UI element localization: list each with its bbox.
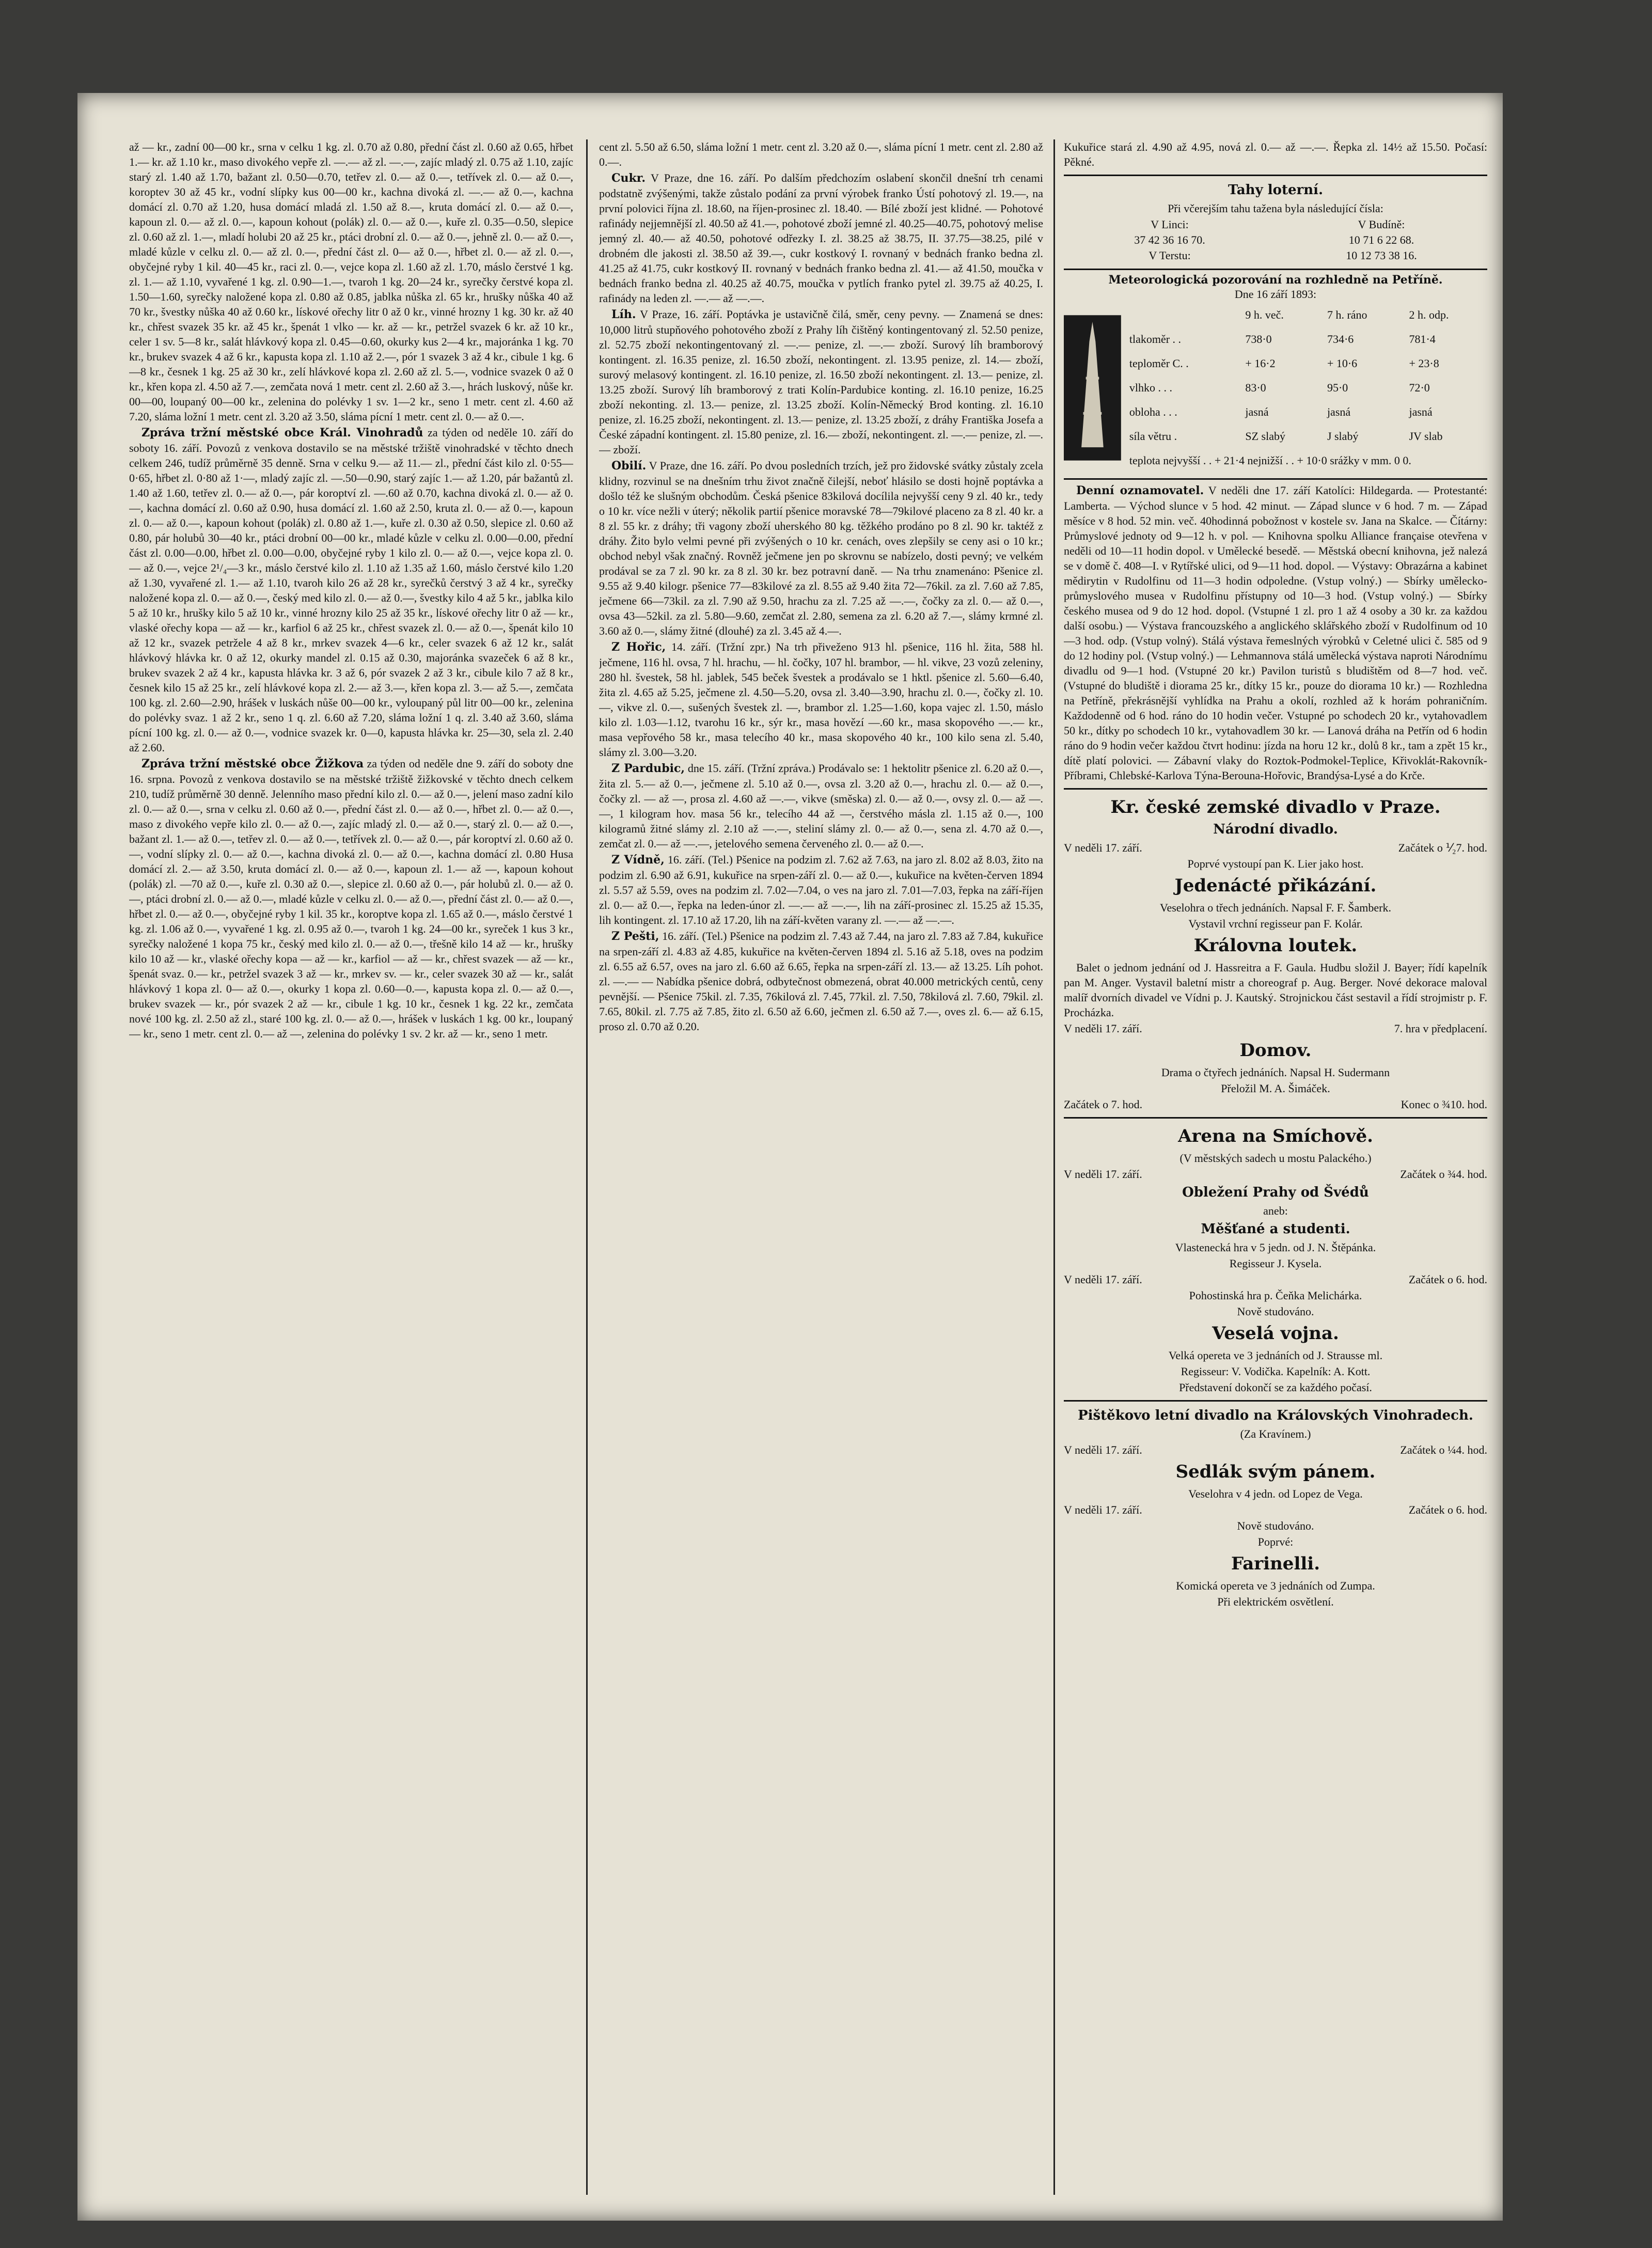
meteo-value: jasná [1409,405,1433,419]
pistek-title: Pištěkovo letní divadlo na Královských Vinohradech. [1078,1408,1473,1423]
end-time: Konec o ¾10. hod. [1401,1098,1487,1111]
date-text: V neděli 17. září. [1064,1273,1142,1286]
play-desc: Přeložil M. A. Šimáček. [1221,1082,1330,1095]
section-text: V Praze, 16. září. Poptávka je ustavičně čilá, směr, ceny pevny. — Znamená se dnes: 10,000 litrů stupňového pohotového zboží z Prahy líh čištěný kontingentovaný zl. 52.50 penize, zl. 52.75 zboží nekontingentovaný zl. —.— penize, zl. —.— zboží. Surový líh bramborový kontingent. zl. 16.35 penize, zl. 16.50 zboží, nekontingent. zl. 13.95 penize, zl. 14.— zboží, surový melasový kontingent. zl. 16.10 penize, zl. 16.50 zboží nekontingent. zl. 13.— penize, zl. 13.25 zboží. Surový líh bramborový z trati Kolín-Pardubice konting. zl. 16.10 penize, 16.25 zboží nekonting. zl. 13.— penize, zl. 13.25 zboží. Kolín-Německý Brod konting. zl. 16.10 penize, zl. 16.25 zboží, nekontingent. zl. 13.— penize, zl. 13.25 zboží, z dráhy Františka Josefa a České západní kontingent. zl. 15.80 penize, zl. 16.— zboží, nekontingent. zl. —.— penize, zl. —.— zboží. [599,308,1043,456]
lottery-city: V Linci: [1151,218,1189,231]
premiere-text: Poprvé: [1257,1535,1294,1548]
meteo-row-label: obloha . . . [1129,405,1177,419]
theatre-ads [1064,788,1487,1112]
section-text: V neděli dne 17. září Katolíci: Hildegarda. — Protestanté: Lamberta. — Východ slunce v 5 hod. 42 minut. — Západ slunce v 6 hod. 7 m. — Západ měsíce v 8 hod. 52 min. več. 40hodinná pobožnost v kostele sv. Jana na Skalce. — Čítárny: Průmyslové jednoty od 9—12 h. v pol. — Knihovna spolku Alliance française otevřena v neděli od 10—11 hodin dopol. v Umělecké besedě. — Městská obecní knihovna, jež nalezá se v domě č. 408—I. v Rytířské ulici, od 9—11 hod. dopol. — Výstavy: Obrazárna a kabinet mědirytin v Rudolfinu od 11—3 hodin odpoledne. (Vstup volný.) — Sbírky umělecko-průmyslového musea v Rudolfinu přístupny od 10—3 hod. (Vstup volný.) — Sbírky českého musea od 9 do 12 hod. dopol. (Vstupné 1 zl. pro 1 až 4 osoby a 30 kr. za každou další osobu.) — Výstava francouzského a anglického sklářského zboží v Rudolfinum od 10—3 hod. odp. (Vstup volný). Stálá výstava řemeslných výrobků v Celetné ulici č. 585 od 9 do 12 hodiny pol. (Vstup volný.) — Lehmannova stálá umělecká výstava naproti Národnímu divadlu od 9—1 hod. (Vstupné 20 kr.) Pavilon turistů s bludištěm od 8—7 hod. več. (Vstupné do bludiště i diorama 25 kr., dítky 15 kr., pouze do diorama 10 kr.) — Rozhledna na Petříně, překrásnější vyhlídka na Prahu a okolí, rozhled až k horám pohraničním. Každodenně od 6 hod. ráno do 10 hodin večer. Vstupné po schodech 20 kr., vytahovadlem 50 kr., dítky po schodech 10 kr., vytahovadlem 30 kr. — Lanová dráha na Petřín od 6 hodin ráno do 9 hodin večer každou čtvrt hodinu: jízda na horu 12 kr., dolů 8 kr., tam a zpět 15 kr., dítě platí polovici. — Zábavní vlaky do Roztok-Podmokel-Teplice, Křivoklát-Rakovník-Příbrami, Chlebské-Karlova Týna-Berouna-Hořovic, Brandýsa-Lysé a do Krče. [1064,484,1487,782]
play-title: Farinelli. [1231,1553,1320,1574]
section-text: V Praze, dne 16. září. Po dvou posledních trzích, jež pro židovské svátky zůstaly zcela klidny, rozvinul se na dnešním trhu život značně čilejší, neboť hlásilo se dosti hojně poptávka a došlo též ke slušným obchodům. Česká pšenice 83kilová docílila nejvyšší ceny 9 zl. 40 kr., tedy o 10 kr. více nežli v úterý; několik partií pšenice moravské 78—79kilové placeno za 8 zl. 40 kr. a 8 zl. 55 kr. z dráhy; tři vagony zboží uherského 80 kg. těžkého prodáno po 8 zl. 90 kr. taktéž z dráhy. Žito bylo velmi pevné při zvýšených o 10 kr. cenách, oves zlepšily se ceny asi o 10 kr.; obchod nebyl však značný. Rovněž ječmene jen po skrovnu se nabízelo, dosti pevný; ve velkém prodával se za 7 zl. 90 kr. za 8 zl. 30 kr. bez potravní daně. — Na trhu znamenáno: Pšenice zl. 9.55 až 9.40 kilogr. pšenice 77—83kilové za zl. 8.55 až 9.40 žita 72—76kil. za zl. 7.60 až 7.85, ječmene 66—73kil. za zl. 7.90 až 9.50, hrachu za zl. 7.25 až —.—, čočky za zl. 0.— až 0.—, ovsa 43—52kil. za zl. 5.80—9.60, zemčat zl. 2.80, semena za zl. 6.20 až 7.—, slámy krmné zl. 3.60 až 0.—, slámy žitné (dlouhé) za zl. 3.45 až 4.—. [599,459,1043,637]
meteo-col-header: 7 h. ráno [1327,308,1367,321]
meteo-value: SZ slabý [1245,430,1285,443]
intro-text: cent zl. 5.50 až 6.50, sláma ložní 1 metr. cent zl. 3.20 až 0.—, sláma pícní 1 metr. cent zl. 2.80 až 0.—. [599,140,1043,168]
theatre-title: Kr. české zemské divadlo v Praze. [1110,797,1441,818]
meteo-value: 738·0 [1245,332,1272,345]
play-title: Veselá vojna. [1212,1323,1339,1344]
arena-sub: (V městských sadech u mostu Palackého.) [1179,1152,1372,1165]
meteo-value: + 16·2 [1245,356,1276,370]
section-title: Obilí. [611,459,647,473]
meteo-value: 734·6 [1327,332,1354,345]
section-text: dne 15. září. (Tržní zpráva.) Prodávalo se: 1 hektolitr pšenice zl. 6.20 až 0.—, žita zl. 5.— až 0.—, ječmene zl. 5.10 až 0.—, ovsa zl. 3.20 až 0.—, hrachu zl. 0.— až 0.—, čočky zl. — až —, prosa zl. 4.60 až —.—, vikve (směska) zl. 0.— až 0.—, ovsy zl. 0.— až —.—, 1 kilogram hov. masa 56 kr., telecího 44 až —, čerstvého másla zl. 1.15 až 0.—, 100 kilogramů žitné slámy zl. 2.10 až —.—, steliní slámy zl. 0.— až 0.—, sena zl. 4.70 až 0.—, zemčat zl. 0.— až —.—, jetelového semena červeného zl. 0.— až 0.—. [599,762,1043,850]
lottery-numbers: 10 71 6 22 68. [1348,233,1414,246]
lottery-box [1064,175,1487,263]
guest-text: Poprvé vystoupí pan K. Lier jako host. [1187,857,1364,870]
section-text: 16. září. (Tel.) Pšenice na podzim zl. 7.43 až 7.44, na jaro zl. 7.83 až 7.84, kukuřice na srpen-září zl. 4.83 až 4.85, kukuřice na květen-červen 1894 zl. 5.16 až 5.18, oves na podzim zl. 6.55 až 6.57, oves na jaro zl. 6.60 až 6.65, řepka na srpen-září zl. 13.— až 13.25. Líh pohot. zl. —.— — Nabídka pšenice dobrá, odbytečnost obmezená, obrat 40.000 metrických centů, ceny pevnější. — Pšenice 75kil. zl. 7.35, 76kilová zl. 7.45, 77kil. zl. 7.50, 78kilová zl. 7.60, 79kil. zl. 7.65, 80kil. zl. 7.75 až 7.85, žito zl. 6.50 až 6.60, ječmen zl. 6.50 až 7.—, oves zl. 6.— až 6.15, proso zl. 0.70 až 0.20. [599,930,1043,1033]
section-title: Denní oznamovatel. [1076,484,1204,497]
section-text: za týden od neděle dne 9. září do soboty dne 16. srpna. Povozů z venkova dostavilo se na městské tržiště žižkovské v těchto dnech celkem 210, tudíž průměrně 30 denně. Jelenního maso přední kilo zl. 0.— až 0.—, jelení maso zadní kilo zl. 0.— až 0.—, srna v celku zl. 0.60 až 0.—, přední část zl. 0.— až 0.—, hřbet zl. 0.— až 0.—, maso z divokého vepře kilo zl. 0.— až 0.—, zajíc mladý zl. 0.— až 0.—, starý zl. 0.— až 0.—, bažant zl. 1.— až 0.—, tetřev zl. 0.— až 0.—, tetřívek zl. 0.— až 0.—, pár koroptví zl. 0.60 až 0.—, vodní slípky zl. 0.— až 0.—, kachna divoká zl. 0.— až 0.—, kachna domácí zl. 0.80 Husa domácí zl. 2.— až 3.50, kruta domácí zl. 0.— až 0.—, kapoun zl. 1.— až —, kapoun kohout (polák) zl. —70 až 0.—, kuře zl. 0.30 až 0.—, slepice zl. 0.60 až 0.—, pár holubů zl. 0.— až 0.—, ptáci drobní zl. 0.— až 0.—, mladé kůzle v celku zl. 0.— až 0.—, přední část zl. 0.— až 0.—, hřbet zl. 0.— až 0.—, obyčejné ryby 1 kil. 35 kr., koroptve kopa zl. 1.65 až 0.—, máslo čerstvé 1 kg. zl. 1.06 až 0.—, vyvařené 1 kg. zl. 0.95 až 0.—, tvaroh 1 kg. 24—00 kr., syreček 1 kus 3 kr., syrečky naložené 1 kopa 75 kr., český med kilo zl. 0.— až 0.—, třešně kilo 14 až — kr., hrušky kilo 10 až — kr., vlaské ořechy kopa — až — kr., karfiol — až — kr., chřest svazek — až — kr., špenát svaz. 0.— kr., petržel svazek 3 až — kr., mrkev sv. — kr., celer svazek 30 až — kr., salát hlávkový 1 kopa zl. 0— až 0.—, okurky 1 kopa zl. 0.60—0.—, kapusta kopa zl. 0.— až 0.—, brukev svazek — kr., pór svazek 2 až — kr., cibule 1 kg. 10 kr., česnek 1 kg. 22 kr., zemčata nové 100 kg. zl. 2.50 až zl., staré 100 kg. zl. 0.— až 0.—, hrášek v luskách 1 kg. 00 kr., loupaný — kr., seno 1 metr. cent zl. 0.— až —, zelenina do polévky 1 sv. 2 kr. až — kr., seno 1 metr. [129,757,573,1040]
meteo-box [1064,269,1487,473]
arena-ads [1064,1117,1487,1395]
arena-title: Arena na Smíchově. [1178,1126,1373,1146]
aneb-text: aneb: [1263,1204,1288,1217]
meteo-value: 72·0 [1409,381,1430,394]
section-text: za týden od neděle 10. září do soboty 16. září. Povozů z venkova dostavilo se na městské tržiště vinohradské v těchto dnech celkem 246, tudíž průměrně 35 denně. Srna v celku 9.— až 11.— zl., přední část kilo zl. 0·55—0·65, hřbet zl. 0·80 až 1·—, mladý zajíc zl. —.50—0.90, starý zajíc 1.— až 1.20, pár bažantů zl. 1.40 až 1.60, tetřev zl. 0.— až 0.—, pár koroptví zl. —.60 až 0.70, kachna divoká zl. 0.— až 0.—, kachna domácí zl. 0.60 až 0.90, husa domácí zl. 1.60 až 2.50, kruta zl. 0.— až 0.—, kapoun zl. 0.— až 0.—, kapoun kohout (polák) zl. 0.80 až 1.—, kuře zl. 0.30 až 0.50, slepice zl. 0.60 až 0.80, pár holubů 30—40 kr., ptáci drobní 00—00 kr., mladé kůzle v celku zl. 0.00—0.00, přední část zl. 0.00—0.00, hřbet zl. 0.00—0.00, obyčejné ryby 1 kilo zl. 0.— až 0.—, vejce kopa zl. 0.— až 0.—, vejce 2¹/₄—3 kr., máslo čerstvé kilo zl. 1.10 až 1.35 až 1.60, máslo čerstvé kilo 1.20 až 1.30, vyvařené zl. 1.— až 1.10, tvaroh kilo 26 až 28 kr., syrečků čerstvý 3 až 4 kr., syrečky naložené kopa zl. 0.— až 0.—, český med kilo zl. 0.— až 0.—, švestky kilo 4 až 5 kr., jablka kilo 5 až 10 kr., hrušky kilo 5 až 10 kr., vinné hrozny kilo 25 až 35 kr., lískové ořechy litr 0 až — kr., vlaské ořechy kopa — až — kr., karfiol 6 až 25 kr., chřest svazek zl. 0.— až 0.—, špenát kilo 10 až 12 kr., svazek petržele 4 až 8 kr., mrkev svazek 4—6 kr., celer svazek 6 až 12 kr., salát hlávkový hlávka kr. 0 až 12, okurky mandel zl. 0.15 až 0.30, majoránka svazeček 6 až 8 kr., brukev svazek 2 až 4 kr., kapusta hlávka kr. 3 až 6, pór svazek 2 až 3 kr., cibule kilo 7 až 8 kr., česnek kilo 15 až 25 kr., zelí hlávkové kopa zl. 2.— až 3.—, křen kopa zl. 3.— až 5.—, zemčata 100 kg. zl. 2.60—2.90, hrášek v luskách nůše 00—00 kr., vyloupaný půl litr 00—00 kr., zelenina do polévky svaz. 1 až 2 kr., seno 1 q. zl. 6.60 až 7.20, sláma ložní 1 q. zl. 3.40 až 3.60, sláma pícní 100 kg. zl. 0.— až 0.—, vodnice svazek kr. 0—0, kapusta hlávka kr. 25—30, sela zl. 2.40 až 2.60. [129,426,573,754]
lottery-title: Tahy loterní. [1228,182,1324,198]
meteo-value: 95·0 [1327,381,1348,394]
play-desc: Velká opereta ve 3 jednáních od J. Strausse ml. [1168,1349,1383,1362]
lottery-numbers: 10 12 73 38 16. [1346,249,1417,262]
pistek-sub: (Za Kravínem.) [1240,1427,1311,1440]
play-desc: Vystavil vrchní regisseur pan F. Kolár. [1188,917,1363,930]
play-title: Měšťané a studenti. [1201,1221,1350,1237]
play-desc: Vlastenecká hra v 5 jedn. od J. N. Štěpánka. [1175,1241,1376,1254]
start-time: Začátek o 6. hod. [1408,1273,1487,1286]
new-study-text: Nově studováno. [1237,1305,1314,1318]
section-title: Z Pešti, [611,930,659,943]
play-desc: Komická opereta ve 3 jednáních od Zumpa. [1176,1579,1375,1592]
info-text: 7. hra v předplacení. [1394,1022,1487,1035]
lottery-table [1064,217,1487,263]
meteo-title: Meteorologická pozorování na rozhledně na Petříně. [1108,273,1443,287]
play-desc: Veselohra v 4 jedn. od Lopez de Vega. [1188,1487,1363,1500]
section-title: Líh. [611,308,636,321]
meteo-value: + 10·6 [1327,356,1358,370]
new-study-text: Nově studováno. [1237,1519,1314,1532]
lottery-city: V Terstu: [1148,249,1191,262]
section-title: Cukr. [611,171,646,185]
section-text: V Praze, dne 16. září. Po dalším předchozím oslabení skončil dnešní trh cenami podstatně zvýšenými, takže zůstalo podání za první výrobek franko Ústí pohotový zl. 19.—, na první polovici října zl. 18.60, na říjen-prosinec zl. 18.40. — Bílé zboží jest klidné. — Pohotové rafinády nejjemnější zl. 40.50 až 41.—, pohotové zboží jemné zl. 40.25—40.75, pohotový melise jemný zl. 40.— až 40.50, pohotové odřezky I. zl. 38.25 až 38.75, II. 37.75—38.25, pilé v drobném dle jakosti zl. 38.50 až 39.—, cukr kostkový I. rovnaný v bednách franko bedna zl. 41.25 až 41.75, cukr kostkový II. rovnaný v bednách franko bedna zl. 41.— až 41.50, moučka v bednách franko bedna zl. 40.25 až 40.75, moučka v pytlích franko pytel zl. 39.75 až 40.25, I. rafinády na leden zl. —.— až —.—. [599,171,1043,305]
play-title: Domov. [1239,1040,1312,1061]
play-desc: Veselohra o třech jednáních. Napsal F. F. Šamberk. [1160,901,1391,914]
meteo-table [1126,303,1487,473]
meteo-value: 83·0 [1245,381,1266,394]
lottery-city: V Budíně: [1358,218,1405,231]
play-desc: Při elektrickém osvětlení. [1217,1595,1334,1608]
play-title: Obležení Prahy od Švédů [1182,1185,1369,1200]
column-1 [129,139,573,2195]
start-time: Začátek o ⅟₂7. hod. [1398,841,1487,854]
play-desc: Regisseur: V. Vodička. Kapelník: A. Kott. [1181,1365,1371,1378]
newspaper-page [77,93,1503,2221]
section-title: Z Pardubic, [611,762,685,775]
market-report-text: až — kr., zadní 00—00 kr., srna v celku 1 kg. zl. 0.70 až 0.80, přední část zl. 0.60 až 0.65, hřbet 1.— kr. až 1.10 kr., maso divokého vepře zl. —.— až zl. —.—, zajíc mladý zl. 0.75 až 1.10, zajíc starý zl. 1.40 až 1.70, bažant zl. 0.50—0.70, tetřev zl. 0.— až 0.—, tetřívek zl. 0.— až 0.—, koroptev 30 až 45 kr., vodní slípky kus 00—00 kr., kachna divoká zl. —.— až 0.—, kachna domácí zl. 0.70 až 1.20, husa domácí mladá zl. 1.50 až 8.—, kruta domácí zl. 0.— až 0.—, kapoun zl. 0.— až zl. 0.—, kapoun kohout (polák) zl. 0.— až 0.—, kuře zl. 0.35—0.50, slepice zl. 0.60 až zl. 1.—, mladí holubi 20 až 25 kr., ptáci drobní zl. 0.— až 0.—, jehně zl. 0.— až 0.—, mladé kůzle v celku zl. 0.— až zl. 0.—, přední část zl. 0— až 0.—, hřbet zl. 0.— až zl. 0.—, obyčejné ryby 1 kil. 40—45 kr., raci zl. 0.—, vejce kopa zl. 1.60 až zl. 1.70, máslo čerstvé 1 kg. zl. 1.— až 1.10, vyvařené 1 kg. zl. 0.90—1.—, tvaroh 1 kg. 20—24 kr., syrečky čerstvé kopa zl. 1.50—1.60, syrečky naložené kopa zl. 0.80 až 0.85, jablka nůška zl. 65 kr., hrušky nůška 40 až 70 kr., švestky nůška 40 až 0.60 kr., lískové ořechy litr 0 až 0 kr., vinné hrozny 1 kg. 30 kr. až 40 kr., chřest svazek 35 kr. až 45 kr., špenát 1 vlko — kr. až — kr., petržel svazek 6 kr. až 10 kr., celer 1 sv. 5—8 kr., salát hlávkový kopa zl. 0.45—0.60, okurky kus 2—4 kr., majoránka 1 kg. 70 kr., brukev svazek 4 až 6 kr., kapusta kopa zl. 1.10 až 2.—, pór 1 svazek 3 až 4 kr., cibule 1 kg. 6—8 kr., česnek 1 kg. 25 až 30 kr., zelí hlávkové kopa zl. 2.60 až zl. 5.—, vodnice svazek 0 až 0 kr., křen kopa zl. 4.50 až 7.—, zemčata nová 1 metr. cent zl. 2.60 až 3.—, hrách luskový, nůše kr. 00—00, loupaný 00—00 kr., zelenina do polévky 1 sv. 1—2 kr., seno 1 metr. cent zl. 4.60 až 7.20, sláma ložní 1 metr. cent zl. 3.20 až 3.50, sláma pícní 1 metr. cent zl. 0.— až 0.—. [129,140,573,423]
meteo-row-label: síla větru . [1129,430,1177,443]
play-desc: Balet o jednom jednání od J. Hassreitra a F. Gaula. Hudbu složil J. Bayer; řídí kapelník pan M. Anger. Vystavil baletní mistr a choreograf p. Aug. Berger. Nové dekorace maloval malíř dvorních divadel ve Vídni p. J. Kautský. Strojnickou část sestavil a řídí strojmistr p. F. Procházka. [1064,961,1487,1019]
section-title: Zpráva tržní městské obce Král. Vinohradů [141,426,423,439]
start-time: Začátek o ¾4. hod. [1400,1168,1487,1181]
section-text: 14. září. (Tržní zpr.) Na trh přiveženo 913 hl. pšenice, 116 hl. žita, 588 hl. ječmene, 116 hl. ovsa, 7 hl. hrachu, — hl. čočky, 107 hl. brambor, — hl. vikve, 23 vozů zeleniny, 280 hl. švestek, 58 hl. jablek, 545 beček švestek a prodávalo se 1 hktl. pšenice zl. 5.60—6.40, žita zl. 4.65 až 5.25, ječmene zl. 4.50—5.20, ovsa zl. 3.40—3.90, hrachu zl. 0.—, čočky zl. 10.—, vikve zl. 0.—, sušených švestek zl. —, brambor zl. 1.25—1.60, kopa vajec zl. 1.50, máslo kilo zl. 1.03—1.12, tvarohu 16 kr., sýr kr., masa hovězí —.60 kr., masa skopového —.— kr., masa vepřového 58 kr., masa telecího 40 kr., masa skopového 40 kr., 100 kilo sena zl. 5.40, slámy zl. 3.00—3.20. [599,640,1043,759]
meteo-date: Dne 16 září 1893: [1234,288,1317,301]
date-text: V neděli 17. září. [1064,841,1142,854]
meteo-value: JV slab [1409,430,1443,443]
play-title: Královna loutek. [1193,935,1358,956]
kukurice-text: Kukuřice stará zl. 4.90 až 4.95, nová zl. 0.— až —.—. Řepka zl. 14½ až 15.50. Počasí: Pěkné. [1064,140,1487,168]
section-title: Zpráva tržní městské obce Žižkova [141,757,364,771]
column-3 [1064,139,1487,2195]
meteo-row-label: vlhko . . . [1129,381,1172,394]
daily-notice [1064,478,1487,783]
start-time: Začátek o ¼4. hod. [1400,1443,1487,1456]
meteo-row-label: teploměr C. . [1129,356,1189,370]
guest-text: Pohostinská hra p. Čeňka Melichárka. [1189,1289,1362,1302]
column-divider [1053,139,1055,2195]
play-title: Sedlák svým pánem. [1175,1461,1376,1482]
play-desc: Drama o čtyřech jednáních. Napsal H. Sudermann [1161,1066,1390,1079]
meteo-value: jasná [1327,405,1351,419]
pistek-ads [1064,1400,1487,1609]
meteo-value: 781·4 [1409,332,1436,345]
column-divider [586,139,588,2195]
meteo-row-label: tlakoměr . . [1129,332,1182,345]
column-2 [599,139,1043,2195]
play-desc: Regisseur J. Kysela. [1229,1257,1322,1270]
meteo-col-header: 2 h. odp. [1409,308,1449,321]
lottery-numbers: 37 42 36 16 70. [1134,233,1205,246]
date-text: V neděli 17. září. [1064,1503,1142,1516]
start-time: Začátek o 7. hod. [1064,1098,1143,1111]
meteo-col-header: 9 h. več. [1245,308,1284,321]
meteo-value: J slabý [1327,430,1359,443]
meteo-value: jasná [1245,405,1269,419]
start-time: Začátek o 6. hod. [1408,1503,1487,1516]
meteo-value: + 23·8 [1409,356,1439,370]
section-title: Z Vídně, [611,853,665,867]
date-text: V neděli 17. září. [1064,1022,1142,1035]
meteo-extra: teplota nejvyšší . . + 21·4 nejnižší . . + 10·0 srážky v mm. 0 0. [1129,454,1411,467]
lottery-intro: Při včerejším tahu tažena byla následující čísla: [1168,202,1383,215]
section-text: 16. září. (Tel.) Pšenice na podzim zl. 7.62 až 7.63, na jaro zl. 8.02 až 8.03, žito na podzim zl. 6.90 až 6.91, kukuřice na srpen-září zl. 0.— až 0.—, kukuřice na květen-červen 1894 zl. 5.57 až 5.59, oves na podzim zl. 7.02—7.04, o ves na jaro zl. 7.01—7.03, řepka na září-říjen zl. 0.— až 0.—, řepka na leden-únor zl. —.— až —.—, lih na září-prosinec zl. 15.25 až 15.35, lih kontingent. zl. 17.10 až 17.20, lih na září-květen varany zl. —.— až —.—. [599,853,1043,926]
date-text: V neděli 17. září. [1064,1168,1142,1181]
play-title: Jedenácté přikázání. [1174,875,1377,896]
section-title: Z Hořic, [611,640,666,654]
play-desc: Představení dokončí se za každého počasí. [1179,1381,1372,1394]
national-theatre-title: Národní divadlo. [1213,822,1338,837]
petrin-tower-icon [1064,303,1121,473]
date-text: V neděli 17. září. [1064,1443,1142,1456]
